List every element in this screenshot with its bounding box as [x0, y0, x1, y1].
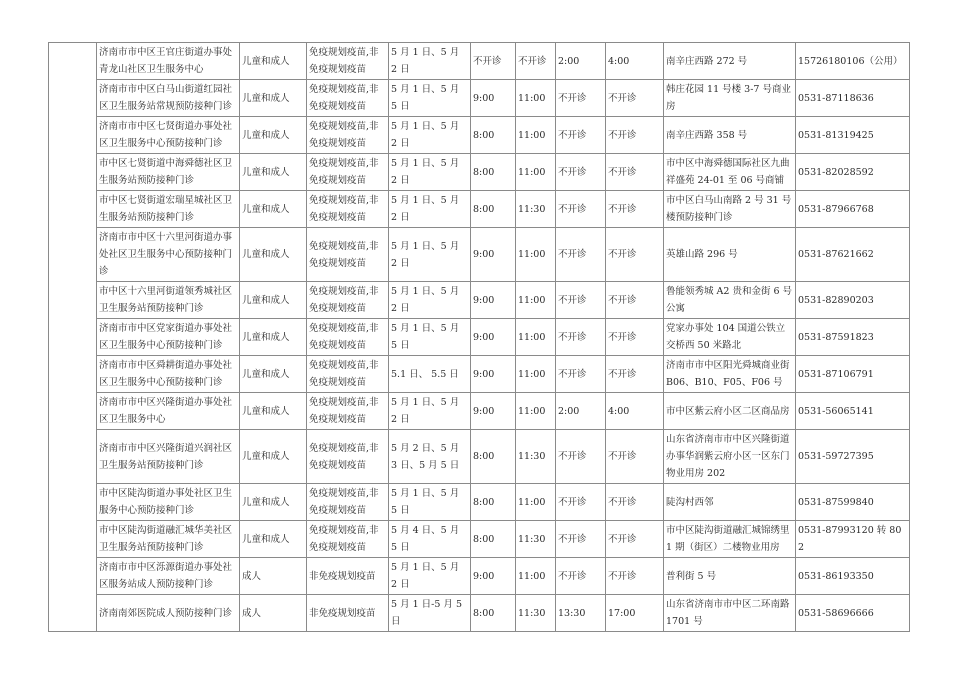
clinic-name-cell: 济南市市中区十六里河街道办事处社区卫生服务中心预防接种门诊: [97, 228, 240, 282]
clinic-name-cell: 市中区七贤街道中海舜德社区卫生服务站预防接种门诊: [97, 154, 240, 191]
open-dates-cell: 5 月 1 日、5 月 5 日: [389, 319, 471, 356]
afternoon-start-cell: 不开诊: [556, 356, 606, 393]
morning-start-cell: 9:00: [471, 228, 516, 282]
clinic-phone-cell: 0531-86193350: [796, 558, 910, 595]
clinic-address-cell: 英雄山路 296 号: [664, 228, 796, 282]
morning-end-cell: 11:00: [516, 117, 556, 154]
afternoon-end-cell: 不开诊: [606, 430, 664, 484]
morning-start-cell: 8:00: [471, 117, 516, 154]
vaccine-type-cell: 非免疫规划疫苗: [307, 595, 389, 632]
morning-start-cell: 8:00: [471, 430, 516, 484]
clinic-name-cell: 济南市市中区兴隆街道兴润社区卫生服务站预防接种门诊: [97, 430, 240, 484]
clinic-phone-cell: 0531-87118636: [796, 80, 910, 117]
target-group-cell: 儿童和成人: [240, 393, 307, 430]
open-dates-cell: 5.1 日、 5.5 日: [389, 356, 471, 393]
clinic-name-cell: 济南南郊医院成人预防接种门诊: [97, 595, 240, 632]
open-dates-cell: 5 月 1 日、5 月 2 日: [389, 228, 471, 282]
clinic-address-cell: 南辛庄西路 358 号: [664, 117, 796, 154]
district-merged-cell: [49, 43, 97, 632]
morning-start-cell: 8:00: [471, 484, 516, 521]
afternoon-start-cell: 不开诊: [556, 228, 606, 282]
vaccine-type-cell: 免疫规划疫苗,非免疫规划疫苗: [307, 282, 389, 319]
clinic-phone-cell: 0531-87993120 转 802: [796, 521, 910, 558]
target-group-cell: 成人: [240, 558, 307, 595]
target-group-cell: 儿童和成人: [240, 484, 307, 521]
morning-start-cell: 8:00: [471, 521, 516, 558]
open-dates-cell: 5 月 1 日、5 月 2 日: [389, 154, 471, 191]
clinic-name-cell: 济南市市中区王官庄街道办事处青龙山社区卫生服务中心: [97, 43, 240, 80]
clinic-name-cell: 济南市市中区兴隆街道办事处社区卫生服务中心: [97, 393, 240, 430]
morning-end-cell: 11:30: [516, 521, 556, 558]
afternoon-end-cell: 4:00: [606, 43, 664, 80]
target-group-cell: 儿童和成人: [240, 43, 307, 80]
afternoon-start-cell: 不开诊: [556, 484, 606, 521]
vaccine-type-cell: 免疫规划疫苗,非免疫规划疫苗: [307, 117, 389, 154]
target-group-cell: 成人: [240, 595, 307, 632]
target-group-cell: 儿童和成人: [240, 191, 307, 228]
open-dates-cell: 5 月 2 日、5 月 3 日、5 月 5 日: [389, 430, 471, 484]
clinic-address-cell: 山东省济南市市中区兴隆街道办事华润紫云府小区一区东门物业用房 202: [664, 430, 796, 484]
table-row: [49, 484, 910, 521]
morning-end-cell: 11:00: [516, 154, 556, 191]
open-dates-cell: 5 月 1 日-5 月 5 日: [389, 595, 471, 632]
target-group-cell: 儿童和成人: [240, 80, 307, 117]
clinic-name-cell: 济南市市中区泺源街道办事处社区服务站成人预防接种门诊: [97, 558, 240, 595]
afternoon-end-cell: 不开诊: [606, 319, 664, 356]
clinic-phone-cell: 0531-87591823: [796, 319, 910, 356]
open-dates-cell: 5 月 1 日、5 月 2 日: [389, 282, 471, 319]
clinic-address-cell: 市中区陡沟街道融汇城锦绣里 1 期（街区）二楼物业用房: [664, 521, 796, 558]
clinic-address-cell: 南辛庄西路 272 号: [664, 43, 796, 80]
clinic-phone-cell: 0531-59727395: [796, 430, 910, 484]
morning-end-cell: 不开诊: [516, 43, 556, 80]
vaccine-type-cell: 非免疫规划疫苗: [307, 558, 389, 595]
clinic-name-cell: 市中区七贤街道宏瑞星城社区卫生服务站预防接种门诊: [97, 191, 240, 228]
afternoon-end-cell: 不开诊: [606, 356, 664, 393]
afternoon-end-cell: 不开诊: [606, 484, 664, 521]
clinic-address-cell: 鲁能领秀城 A2 贵和金街 6 号公寓: [664, 282, 796, 319]
clinic-phone-cell: 0531-87599840: [796, 484, 910, 521]
table-row: [49, 117, 910, 154]
clinic-name-cell: 济南市市中区党家街道办事处社区卫生服务中心预防接种门诊: [97, 319, 240, 356]
table-row: [49, 595, 910, 632]
target-group-cell: 儿童和成人: [240, 228, 307, 282]
clinic-phone-cell: 0531-56065141: [796, 393, 910, 430]
open-dates-cell: 5 月 1 日、5 月 2 日: [389, 558, 471, 595]
table-row: [49, 430, 910, 484]
table-row: [49, 282, 910, 319]
morning-start-cell: 8:00: [471, 595, 516, 632]
open-dates-cell: 5 月 1 日、5 月 2 日: [389, 191, 471, 228]
open-dates-cell: 5 月 1 日、5 月 5 日: [389, 80, 471, 117]
table-row: [49, 43, 910, 80]
morning-end-cell: 11:00: [516, 282, 556, 319]
table-row: [49, 228, 910, 282]
vaccine-type-cell: 免疫规划疫苗,非免疫规划疫苗: [307, 319, 389, 356]
afternoon-end-cell: 4:00: [606, 393, 664, 430]
afternoon-end-cell: 不开诊: [606, 558, 664, 595]
table-row: [49, 356, 910, 393]
morning-end-cell: 11:00: [516, 80, 556, 117]
clinic-phone-cell: 0531-82890203: [796, 282, 910, 319]
morning-start-cell: 9:00: [471, 282, 516, 319]
clinic-phone-cell: 0531-87966768: [796, 191, 910, 228]
open-dates-cell: 5 月 1 日、5 月 5 日: [389, 484, 471, 521]
afternoon-end-cell: 17:00: [606, 595, 664, 632]
clinic-name-cell: 济南市市中区白马山街道红园社区卫生服务站常规预防接种门诊: [97, 80, 240, 117]
afternoon-end-cell: 不开诊: [606, 154, 664, 191]
vaccine-type-cell: 免疫规划疫苗,非免疫规划疫苗: [307, 80, 389, 117]
clinic-name-cell: 济南市市中区七贤街道办事处社区卫生服务中心预防接种门诊: [97, 117, 240, 154]
clinic-address-cell: 市中区紫云府小区二区商品房: [664, 393, 796, 430]
clinic-address-cell: 韩庄花园 11 号楼 3-7 号商业房: [664, 80, 796, 117]
morning-start-cell: 9:00: [471, 80, 516, 117]
vaccine-type-cell: 免疫规划疫苗,非免疫规划疫苗: [307, 430, 389, 484]
table-row: [49, 319, 910, 356]
afternoon-start-cell: 不开诊: [556, 521, 606, 558]
clinic-address-cell: 陡沟村西邻: [664, 484, 796, 521]
clinic-name-cell: 市中区陡沟街道办事处社区卫生服务中心预防接种门诊: [97, 484, 240, 521]
morning-end-cell: 11:00: [516, 393, 556, 430]
afternoon-start-cell: 13:30: [556, 595, 606, 632]
target-group-cell: 儿童和成人: [240, 430, 307, 484]
afternoon-start-cell: 不开诊: [556, 430, 606, 484]
table-row: [49, 191, 910, 228]
target-group-cell: 儿童和成人: [240, 282, 307, 319]
afternoon-start-cell: 不开诊: [556, 282, 606, 319]
morning-start-cell: 不开诊: [471, 43, 516, 80]
morning-start-cell: 8:00: [471, 154, 516, 191]
morning-end-cell: 11:30: [516, 191, 556, 228]
open-dates-cell: 5 月 1 日、5 月 2 日: [389, 117, 471, 154]
afternoon-start-cell: 不开诊: [556, 558, 606, 595]
vaccination-clinic-table: [48, 42, 910, 632]
clinic-phone-cell: 0531-58696666: [796, 595, 910, 632]
target-group-cell: 儿童和成人: [240, 154, 307, 191]
afternoon-end-cell: 不开诊: [606, 282, 664, 319]
morning-end-cell: 11:00: [516, 228, 556, 282]
table-row: [49, 80, 910, 117]
afternoon-start-cell: 不开诊: [556, 319, 606, 356]
morning-end-cell: 11:00: [516, 356, 556, 393]
vaccine-type-cell: 免疫规划疫苗,非免疫规划疫苗: [307, 484, 389, 521]
clinic-name-cell: 市中区十六里河街道领秀城社区卫生服务站预防接种门诊: [97, 282, 240, 319]
morning-end-cell: 11:00: [516, 484, 556, 521]
morning-end-cell: 11:30: [516, 430, 556, 484]
morning-end-cell: 11:00: [516, 558, 556, 595]
clinic-phone-cell: 0531-82028592: [796, 154, 910, 191]
morning-end-cell: 11:30: [516, 595, 556, 632]
afternoon-start-cell: 不开诊: [556, 191, 606, 228]
vaccine-type-cell: 免疫规划疫苗,非免疫规划疫苗: [307, 154, 389, 191]
clinic-address-cell: 党家办事处 104 国道公铁立交桥西 50 米路北: [664, 319, 796, 356]
vaccine-type-cell: 免疫规划疫苗,非免疫规划疫苗: [307, 393, 389, 430]
table-row: [49, 154, 910, 191]
morning-start-cell: 8:00: [471, 191, 516, 228]
morning-start-cell: 9:00: [471, 319, 516, 356]
clinic-address-cell: 普利街 5 号: [664, 558, 796, 595]
clinic-phone-cell: 0531-87106791: [796, 356, 910, 393]
table-row: [49, 521, 910, 558]
afternoon-start-cell: 2:00: [556, 393, 606, 430]
morning-start-cell: 9:00: [471, 393, 516, 430]
clinic-phone-cell: 15726180106（公用）: [796, 43, 910, 80]
clinic-address-cell: 济南市市中区阳光舜城商业街 B06、B10、F05、F06 号: [664, 356, 796, 393]
clinic-phone-cell: 0531-87621662: [796, 228, 910, 282]
vaccine-type-cell: 免疫规划疫苗,非免疫规划疫苗: [307, 521, 389, 558]
afternoon-start-cell: 不开诊: [556, 154, 606, 191]
afternoon-end-cell: 不开诊: [606, 521, 664, 558]
morning-start-cell: 9:00: [471, 558, 516, 595]
clinic-address-cell: 市中区白马山南路 2 号 31 号楼预防接种门诊: [664, 191, 796, 228]
clinic-address-cell: 市中区中海舜德国际社区九曲祥盛苑 24-01 至 06 号商铺: [664, 154, 796, 191]
open-dates-cell: 5 月 1 日、5 月 2 日: [389, 43, 471, 80]
target-group-cell: 儿童和成人: [240, 521, 307, 558]
morning-start-cell: 9:00: [471, 356, 516, 393]
morning-end-cell: 11:00: [516, 319, 556, 356]
target-group-cell: 儿童和成人: [240, 356, 307, 393]
afternoon-end-cell: 不开诊: [606, 117, 664, 154]
clinic-name-cell: 济南市市中区舜耕街道办事处社区卫生服务中心预防接种门诊: [97, 356, 240, 393]
afternoon-end-cell: 不开诊: [606, 228, 664, 282]
clinic-phone-cell: 0531-81319425: [796, 117, 910, 154]
vaccine-type-cell: 免疫规划疫苗,非免疫规划疫苗: [307, 228, 389, 282]
table-row: [49, 558, 910, 595]
target-group-cell: 儿童和成人: [240, 319, 307, 356]
afternoon-end-cell: 不开诊: [606, 80, 664, 117]
afternoon-start-cell: 不开诊: [556, 80, 606, 117]
clinic-name-cell: 市中区陡沟街道融汇城华美社区卫生服务站预防接种门诊: [97, 521, 240, 558]
afternoon-end-cell: 不开诊: [606, 191, 664, 228]
vaccine-type-cell: 免疫规划疫苗,非免疫规划疫苗: [307, 191, 389, 228]
open-dates-cell: 5 月 1 日、5 月 2 日: [389, 393, 471, 430]
target-group-cell: 儿童和成人: [240, 117, 307, 154]
open-dates-cell: 5 月 4 日、5 月 5 日: [389, 521, 471, 558]
afternoon-start-cell: 2:00: [556, 43, 606, 80]
clinic-address-cell: 山东省济南市市中区二环南路 1701 号: [664, 595, 796, 632]
afternoon-start-cell: 不开诊: [556, 117, 606, 154]
vaccine-type-cell: 免疫规划疫苗,非免疫规划疫苗: [307, 43, 389, 80]
table-row: [49, 393, 910, 430]
vaccine-type-cell: 免疫规划疫苗,非免疫规划疫苗: [307, 356, 389, 393]
